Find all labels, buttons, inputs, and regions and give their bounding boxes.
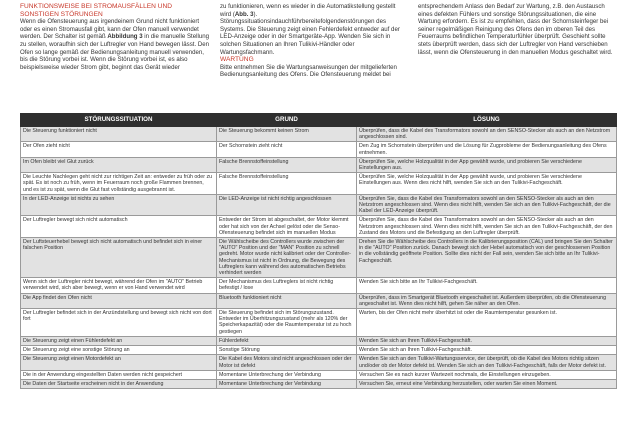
paragraph-auto-position: zu funktionieren, wenn es wieder in die Automatikstellung gestellt wird (Abb. 3). — [220, 3, 396, 18]
table-row — [21, 278, 617, 293]
paragraph-maintenance: Bitte entnehmen Sie die Wartungsanweisungen der mitgelieferten Bedienungsanleitung des Ofens. Die Ofensteuerung meldet bei — [220, 63, 397, 79]
cause-cell: Die Wählscheibe des Controllers wurde zwischen der "AUTO" Position und der "MAN" Position zu schnell gedreht. Motor wurde nicht kalibriert oder der Controller-Mechanismus ist nicht in Ordnung, die Bewegung des Luftreglers kann während des automatischen Betriebs verhindert werden — [217, 238, 357, 278]
cause-cell: Die LED-Anzeige ist nicht richtig angeschlossen — [217, 194, 357, 216]
cause-cell: Die Kabel des Motors sind nicht angeschlossen oder der Motor ist defekt — [217, 355, 357, 370]
table-row — [21, 355, 617, 370]
situation-cell: Die Leuchte Nachlegen geht nicht zur richtigen Zeit an: entweder zu früh oder zu spät. Es ist noch zu früh, wenn im Feuerraum noch große Flammen brennen, und es ist zu spät, wenn die Glut fast vollständig ausgebrannt ist. — [21, 173, 217, 195]
cause-cell: Entweder der Strom ist abgeschaltet, der Motor klemmt oder hat sich von der Achsel gelöst oder die Senso-Ofensteuerung befindet sich im manuellen Modus — [217, 216, 357, 238]
situation-cell: Wenn sich der Luftregler nicht bewegt, während der Ofen im "AUTO" Betrieb verwendet wird, sich aber bewegt, wenn er von Hand verwendet wird — [21, 278, 217, 293]
header-cause: GRUND — [217, 114, 357, 127]
intro-column-1 — [20, 3, 210, 71]
section-heading-maintenance: WARTUNG — [220, 56, 254, 64]
table-row — [21, 127, 617, 142]
situation-cell: Der Ofen zieht nicht — [21, 142, 217, 157]
situation-cell: Der Luftregler bewegt sich nicht automatisch — [21, 216, 217, 238]
solution-cell: Warten, bis der Ofen nicht mehr überhitzt ist oder die Raumtemperatur gesunken ist. — [357, 309, 617, 337]
solution-cell: Wenden Sie sich bitte an Ihr Tulikivi-Fachgeschäft. — [357, 278, 617, 293]
cause-cell: Der Mechanismus des Luftreglers ist nicht richtig befestigt / lose — [217, 278, 357, 293]
section-heading-power-failure: FUNKTIONSWEISE BEI STROMAUSFÄLLEN UND SONSTIGEN STÖRUNGEN — [20, 3, 173, 18]
solution-cell: Überprüfen Sie, welche Holzqualität in der App gewählt wurde, und probieren Sie verschiedene Einstellungen aus. Wenn dies nicht hilft, wenden Sie sich an den Tulikivi-Fachgeschäft. — [357, 173, 617, 195]
table-row — [21, 238, 617, 278]
table-row — [21, 309, 617, 337]
solution-cell: Überprüfen Sie, dass die Kabel des Transformators sowohl an den SENSO-Stecker als auch an den Netzstrom angeschlossen sind. Wenn dies nicht hilft, wenden Sie sich an den Tulikivi-Fachgeschäft, der den Zustand des Motors und die Befestigung an den Luftregler überprüft. — [357, 216, 617, 238]
solution-cell: Wenden Sie sich an den Tulikivi-Wartungsservice, der überprüft, ob die Kabel des Motors richtig sitzen und/oder ob der Motor defekt ist. Wenden Sie sich an den Tulikivi-Fachgeschäft, falls der Motor defekt ist. — [357, 355, 617, 370]
solution-cell: Überprüfen, dass im Smartgerät Bluetooth eingeschaltet ist. Außerdem überprüfen, ob die Ofensteuerung angeschaltet ist. Wenn dies nicht hilft, gehen Sie näher an den Ofen. — [357, 293, 617, 308]
situation-cell: In der LED-Anzeige ist nichts zu sehen — [21, 194, 217, 216]
header-situation: STÖRUNGSSITUATION — [21, 114, 217, 127]
cause-cell: Momentane Unterbrechung der Verbindung — [217, 370, 357, 379]
table-row — [21, 293, 617, 308]
intro-section — [20, 3, 616, 114]
table-row — [21, 142, 617, 157]
table-row — [21, 194, 617, 216]
table-row — [21, 346, 617, 355]
cause-cell: Fühlerdefekt — [217, 336, 357, 345]
solution-cell: Überprüfen Sie, welche Holzqualität in der App gewählt wurde, und probieren Sie verschiedene Einstellungen aus. — [357, 157, 617, 172]
cause-cell: Bluetooth funktioniert nicht — [217, 293, 357, 308]
figure-reference: Abbildung 3 — [107, 33, 143, 41]
situation-cell: Die App findet den Ofen nicht — [21, 293, 217, 308]
table-row — [21, 370, 617, 379]
header-solution: LÖSUNG — [357, 114, 617, 127]
situation-cell: Der Luftsteuerhebel bewegt sich nicht automatisch und befindet sich in einer falschen Position — [21, 238, 217, 278]
solution-cell: Versuchen Sie es nach kurzer Wartezeit nochmals, die Einstellungen einzugeben. — [357, 370, 617, 379]
cause-cell: Die Steuerung befindet sich im Störungszustand. Entweder im Überhitzungszustand (mehr als 120% der Speicherkapazität) oder die Raumtemperatur ist zu hoch gestiegen — [217, 309, 357, 337]
paragraph-maintenance-continued: entsprechendem Anlass den Bedarf zur Wartung, z.B. den Austausch eines defekten Fühlers und sonstige Störungssituationen, die eine Wartung erfordern. Es ist zu empfehlen, dass der Schornsteinfeger bei seiner regelmäßigen Reinigung des Ofens den im oberen Teil des Feuerraums befindlichen Temperaturfühler überprüft. Geschieht sollte stets überprüft werden, dass sich der Luftregler von Hand verschieben lässt, wenn die Ofensteuerung in den manuellen Modus geschaltet wird. — [418, 3, 613, 56]
cause-cell: Momentane Unterbrechung der Verbindung — [217, 379, 357, 388]
cause-cell: Falsche Brennstoffeinstellung — [217, 157, 357, 172]
table-header-row — [21, 114, 617, 127]
troubleshooting-table — [20, 113, 617, 389]
solution-cell: Den Zug im Schornstein überprüfen und die Lösung für Zugprobleme der Bedienungsanleitung des Ofens entnehmen. — [357, 142, 617, 157]
situation-cell: Die Steuerung funktioniert nicht — [21, 127, 217, 142]
solution-cell: Überprüfen, dass die Kabel des Transformators sowohl an den SENSO-Stecker als auch an den Netzstrom angeschlossen sind. — [357, 127, 617, 142]
paragraph-system-faults: Störungssituationsindauchführbereitefolgendenstörungen des Systems. Die Steuerung zeigt einen Fehlerdefekt entweder auf der LED-Anzeige oder in der Smartgeräte-App. Wenden Sie sich in solchen Situationen an Ihren Tulikivi-Händler oder Wartungsfachmann. — [220, 18, 400, 56]
solution-cell: Drehen Sie die Wählscheibe des Controllers in die Kalibrierungsposition (CAL) und bringen Sie den Schalter in die "AUTO" Position zurück. Danach bewegt sich der Hebel automatisch von der geschlossenen Position in die vollständig geöffnete Position. Sollte dies nicht der Fall sein, wenden Sie sich bitte an Ihr Tulikivi-Fachgeschäft. — [357, 238, 617, 278]
situation-cell: Die Steuerung zeigt eine sonstige Störung an — [21, 346, 217, 355]
situation-cell: Die Steuerung zeigt einen Motordefekt an — [21, 355, 217, 370]
solution-cell: Wenden Sie sich an Ihren Tulikivi-Fachgeschäft. — [357, 346, 617, 355]
cause-cell: Der Schornstein zieht nicht — [217, 142, 357, 157]
solution-cell: Überprüfen Sie, dass die Kabel des Transformators sowohl an den SENSO-Stecker als auch an den Netzstrom angeschlossen sind. Wenn dies nicht hilft, wenden Sie sich an den Tulikivi-Fachgeschäft, der die Kabel der LED-Anzeige überprüft. — [357, 194, 617, 216]
intro-column-2 — [220, 3, 408, 79]
table-row — [21, 379, 617, 388]
situation-cell: Die Daten der Startseite erscheinen nicht in der Anwendung — [21, 379, 217, 388]
cause-cell: Falsche Brennstoffeinstellung — [217, 173, 357, 195]
situation-cell: Der Luftregler befindet sich in der Anzündstellung und bewegt sich nicht von dort fort — [21, 309, 217, 337]
situation-cell: Die Steuerung zeigt einen Fühlerdefekt an — [21, 336, 217, 345]
cause-cell: Die Steuerung bekommt keinen Strom — [217, 127, 357, 142]
table-row — [21, 157, 617, 172]
situation-cell: Die in der Anwendung eingestellten Daten werden nicht gespeichert — [21, 370, 217, 379]
table-row — [21, 216, 617, 238]
cause-cell: Sonstige Störung — [217, 346, 357, 355]
solution-cell: Wenden Sie sich an Ihren Tulikivi-Fachgeschäft. — [357, 336, 617, 345]
table-row — [21, 336, 617, 345]
table-row — [21, 173, 617, 195]
figure-reference: Abb. 3 — [234, 10, 254, 18]
paragraph-power-failure: Wenn die Ofensteuerung aus irgendeinem Grund nicht funktioniert oder es einen Stromausfall gibt, kann der Ofen manuell verwendet werden. Der Schalter ist gemäß Abbildung 3 in die manuelle Stellung zu stellen, woraufhin sich der Luftregler von Hand bewegen lässt. Den Ofen so lange gemäß der Bedienungsanleitung manuell verwenden, bis die Störung vorbei ist. Wenn die Störung vorbei ist, es also beispielsweise wieder Strom gibt, beginnt das Gerät wieder — [20, 18, 210, 71]
intro-column-3 — [418, 3, 616, 56]
situation-cell: Im Ofen bleibt viel Glut zurück — [21, 157, 217, 172]
solution-cell: Versuchen Sie, erneut eine Verbindung herzustellen, oder warten Sie einen Moment. — [357, 379, 617, 388]
